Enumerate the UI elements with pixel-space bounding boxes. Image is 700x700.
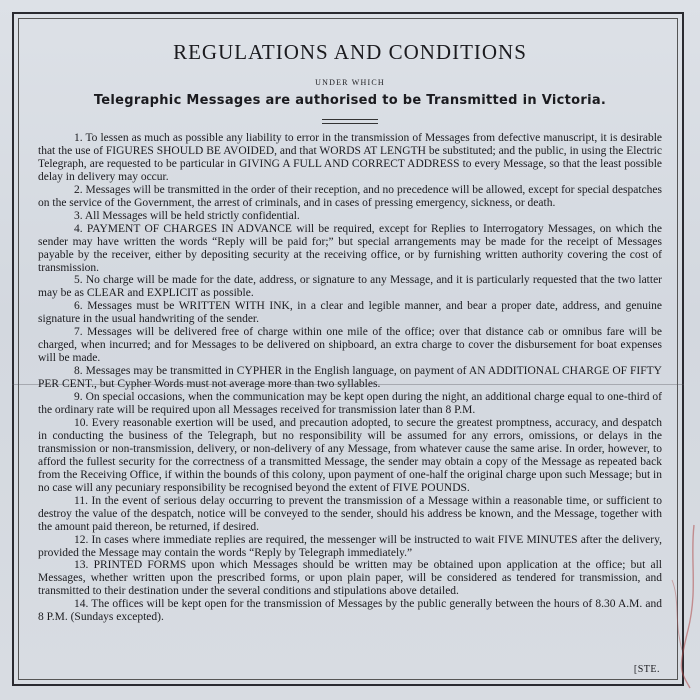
red-ink-mark-icon	[660, 520, 700, 690]
regulation-14: 14. The offices will be kept open for the transmission of Messages by the public generally between the hours of 8.30 A.M. and 8 P.M. (Sundays excepted).	[38, 598, 662, 624]
regulation-1: 1. To lessen as much as possible any liability to error in the transmission of Messages from defective manuscript, it is desirable that the use of FIGURES SHOULD BE AVOIDED, and that WORDS AT LENGTH be substituted; and the public, in using the Electric Telegraph, are requested to be particular in GIVING A FULL AND CORRECT ADDRESS to every Message, so that the least possible delay in delivery may occur.	[38, 132, 662, 183]
regulation-3: 3. All Messages will be held strictly confidential.	[74, 209, 300, 222]
footer-reference: [STE.	[633, 664, 660, 675]
regulations-body	[38, 132, 662, 624]
regulation-5: 5. No charge will be made for the date, address, or signature to any Message, and it is particularly requested that the two latter may be as CLEAR and EXPLICIT as possible.	[38, 274, 662, 300]
regulation-12: 12. In cases where immediate replies are required, the messenger will be instructed to wait FIVE MINUTES after the delivery, provided the Message may contain the words “Reply by Telegraph immediately.”	[38, 533, 662, 559]
regulation-2: 2. Messages will be transmitted in the order of their reception, and no precedence will be allowed, except for special despatches on the service of the Government, the arrest of criminals, and in cases of pressing emergency, sickness, or death.	[38, 183, 662, 209]
under-which-label: UNDER WHICH	[315, 78, 385, 87]
regulation-4: 4. PAYMENT OF CHARGES IN ADVANCE will be required, except for Replies to Interrogatory Messages, on which the sender may have written the words “Reply will be paid for;” but special arrangements may be made for the receipt of Messages payable by the receiver, either by depositing security at the receiving office, or by furnishing written authority covering the cost of transmission.	[38, 222, 662, 274]
regulation-7: 7. Messages will be delivered free of charge within one mile of the office; over that distance cab or omnibus fare will be charged, when incurred; and for Messages to be delivered on shipboard, an extra charge to cover the disbursement for boat expenses will be made.	[38, 326, 662, 365]
divider-rule-bottom	[322, 123, 378, 124]
regulation-9: 9. On special occasions, when the communication may be kept open during the night, an additional charge equal to one-third of the ordinary rate will be required upon all Messages received for transmission later than 8 P.M.	[38, 391, 662, 417]
regulation-13: 13. PRINTED FORMS upon which Messages should be written may be obtained upon application at the office; but all Messages, whether written upon the prescribed forms, or upon plain paper, will be considered as tendered for transmission, and transmitted to their destination under the several conditions and stipulations above detailed.	[38, 559, 662, 598]
document-subtitle: Telegraphic Messages are authorised to be Transmitted in Victoria.	[93, 93, 607, 108]
regulation-6: 6. Messages must be WRITTEN WITH INK, in a clear and legible manner, and bear a proper date, address, and genuine signature in the usual handwriting of the sender.	[38, 300, 662, 326]
divider-rule-top	[322, 119, 378, 120]
regulation-8: 8. Messages may be transmitted in CYPHER in the English language, on payment of AN ADDITIONAL CHARGE OF FIFTY PER CENT., but Cypher Words must not average more than two syllables.	[38, 365, 662, 391]
document-title: REGULATIONS AND CONDITIONS	[173, 40, 527, 64]
regulation-11: 11. In the event of serious delay occurring to prevent the transmission of a Message within a reasonable time, or sufficient to destroy the value of the despatch, notice will be conveyed to the sender, should his address be known, and the Message, together with the amount paid thereon, be returned, if desired.	[38, 494, 662, 533]
regulation-10: 10. Every reasonable exertion will be used, and precaution adopted, to secure the greatest promptness, accuracy, and despatch in conducting the business of the Telegraph, but no responsibility will be assumed for any errors, omissions, or delays in the transmission or non-transmission, delivery, or non-delivery of any Message, from whatever cause the same arise. In order, however, to afford the fullest security for the correctness of a transmitted Message, the sender may obtain a copy of the Message as repeated back from the Receiving Office, if within the bounds of this colony, upon payment of one-half the original charge upon such Message; but in no case will any pecuniary responsibility be recognised beyond the extent of FIVE POUNDS.	[38, 416, 662, 494]
